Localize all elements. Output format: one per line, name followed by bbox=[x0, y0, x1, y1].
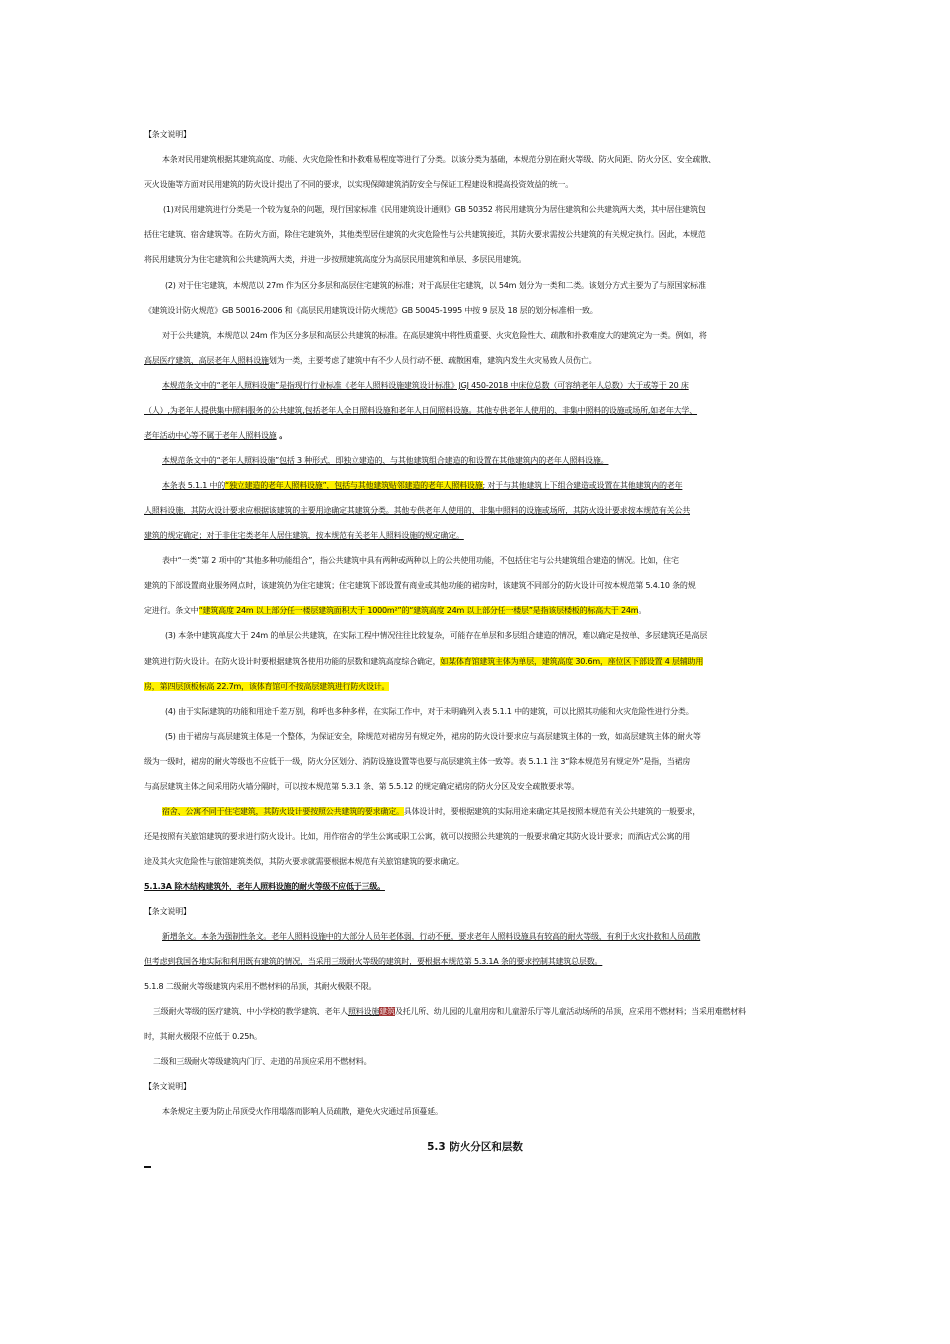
text-segment: 5.1.3A 除木结构建筑外，老年人照料设施的耐火等级不应低于三级。 bbox=[144, 882, 385, 891]
text-line bbox=[144, 405, 697, 417]
text-segment: 高层医疗建筑、 bbox=[144, 356, 199, 365]
text-segment: “建筑高度 24m 以上部分任一楼层建筑面积大于 1000m²”的“建筑高度 24m 以上部分任一楼层”是指该层楼板的标高大于 24m bbox=[198, 606, 639, 615]
clause-title bbox=[144, 881, 385, 893]
text-segment: 级为一级时，裙房的耐火等级也不应低于一级，防火分区划分、消防设施设置等也要与高层建筑主体一致等。表 5.1.1 注 3“除本规范另有规定外”是指，当裙房 bbox=[144, 757, 691, 766]
text-line bbox=[144, 129, 191, 141]
text-segment: 二级和三级耐火等级建筑内门厅、走道的吊顶应采用不燃材料。 bbox=[153, 1057, 372, 1066]
text-segment: 本条规定主要为防止吊顶受火作用塌落而影响人员疏散，避免火灾通过吊顶蔓延。 bbox=[162, 1107, 443, 1116]
text-line bbox=[162, 330, 707, 342]
text-segment: 还是按照有关旅馆建筑的要求进行防火设计。比如，用作宿舍的学生公寓或职工公寓，就可以按照公共建筑的一般要求确定其防火设计要求；而酒店式公寓的用 bbox=[144, 832, 690, 841]
text-segment: (5) 由于裙房与高层建筑主体是一个整体，为保证安全，除规范对裙房另有规定外，裙房的防火设计要求应与高层建筑主体的一致，如高层建筑主体的耐火等 bbox=[165, 732, 701, 741]
text-line bbox=[144, 305, 598, 317]
text-segment: 将民用建筑分为住宅建筑和公共建筑两大类，并进一步按照建筑高度分为高层民用建筑和单层、多层民用建筑。 bbox=[144, 255, 527, 264]
page-mark bbox=[144, 1166, 151, 1168]
text-line bbox=[144, 1081, 191, 1093]
text-line bbox=[144, 580, 696, 592]
text-line bbox=[162, 555, 679, 567]
text-line bbox=[162, 931, 700, 943]
text-segment: 表中“一类”第 2 项中的“其他多种功能组合”，指公共建筑中具有两种或两种以上的公共使用功能，不包括住宅与公共建筑组合建造的情况。比如，住宅 bbox=[162, 556, 679, 565]
text-segment: 建筑进行防火设计。在防火设计时要根据建筑各使用功能的层数和建筑高度综合确定， bbox=[144, 657, 441, 666]
text-segment: 本规范条文中的“老年人照料设施”是指现行行业标准《老年人照料设施建筑设计标准》JGJ 450-2018 中床位总数（可容纳老年人总数）大于或等于 20 床 bbox=[162, 381, 689, 390]
text-segment: 如某体育馆建筑主体为单层，建筑高度 30.6m，座位区下部设置 4 层辅助用 bbox=[440, 657, 704, 666]
text-segment: 灭火设施等方面对民用建筑的防火设计提出了不同的要求，以实现保障建筑消防安全与保证工程建设和提高投资效益的统一。 bbox=[144, 180, 573, 189]
text-line bbox=[144, 756, 690, 768]
text-segment: 本规范条文中的“老年人照料设施”包括 3 种形式，即独立建造的、与其他建筑组合建造的和设置在其他建筑内的老年人照料设施。 bbox=[162, 456, 609, 465]
text-segment: 本条对民用建筑根据其建筑高度、功能、火灾危险性和扑救难易程度等进行了分类。以该分类为基础，本规范分别在耐火等级、防火间距、防火分区、安全疏散、 bbox=[162, 155, 716, 164]
text-line bbox=[162, 154, 716, 166]
text-line bbox=[162, 380, 689, 392]
text-segment: 。 bbox=[638, 606, 647, 615]
text-line bbox=[153, 1056, 371, 1068]
text-line bbox=[165, 630, 707, 642]
text-segment: ; 对于与其他建筑上下组合建造或设置在其他建筑内的老年 bbox=[482, 481, 683, 490]
text-segment: 《建筑设计防火规范》GB 50016-2006 和《高层民用建筑设计防火规范》GB 50045-1995 中按 9 层及 18 层的划分标准相一致。 bbox=[144, 306, 598, 315]
text-segment: 新增条文。本条为强制性条文。老年人照料设施中的大部分人员年老体弱，行动不便，要求老年人照料设施具有较高的耐火等级，有利于火灾扑救和人员疏散 bbox=[162, 932, 701, 941]
text-segment: 本条表 5.1.1 中的 bbox=[162, 481, 226, 490]
text-segment: (2) 对于住宅建筑，本规范以 27m 作为区分多层和高层住宅建筑的标准；对于高层住宅建筑，以 54m 划分为一类和二类。该划分方式主要为了与原国家标准 bbox=[165, 281, 706, 290]
text-segment: 时，其耐火极限不应低于 0.25h。 bbox=[144, 1032, 262, 1041]
text-segment: 划为一类，主要考虑了建筑中有不少人员行动不便、疏散困难，建筑内发生火灾易致人员伤亡。 bbox=[268, 356, 597, 365]
text-segment: 5.1.8 二级耐火等级建筑内采用不燃材料的吊顶，其耐火极限不限。 bbox=[144, 982, 377, 991]
text-segment: 三级耐火等级的医疗建筑、中小学校的教学建筑、老年人 bbox=[153, 1007, 348, 1016]
text-line bbox=[144, 430, 287, 442]
text-segment: 途及其火灾危险性与旅馆建筑类似，其防火要求就需要根据本规范有关旅馆建筑的要求确定。 bbox=[144, 857, 464, 866]
text-line bbox=[144, 1031, 262, 1043]
text-segment: 但考虑到我国各地实际和利用既有建筑的情况，当采用三级耐火等级的建筑时，要根据本规范第 5.3.1A 条的要求控制其建筑总层数。 bbox=[144, 957, 603, 966]
text-segment: 【条文说明】 bbox=[144, 130, 191, 139]
text-line bbox=[165, 280, 706, 292]
text-segment: 及托儿所、幼儿园的儿童用房和儿童游乐厅等儿童活动场所的吊顶，应采用不燃材料；当采用难燃材料 bbox=[394, 1007, 746, 1016]
text-segment: 【条文说明】 bbox=[144, 907, 191, 916]
clause-title bbox=[144, 981, 376, 993]
text-segment: 与高层建筑主体之间采用防火墙分隔时，可以按本规范第 5.3.1 条、第 5.5.12 的规定确定裙房的防火分区及安全疏散要求等。 bbox=[144, 782, 580, 791]
text-segment: 老年活动中心等不属于老年人照料设施 bbox=[144, 431, 277, 440]
text-line bbox=[144, 681, 389, 693]
text-line bbox=[144, 605, 646, 617]
text-segment: (3) 本条中建筑高度大于 24m 的单层公共建筑，在实际工程中情况往往比较复杂，可能存在单层和多层组合建造的情况，难以确定是按单、多层建筑还是高层 bbox=[165, 631, 708, 640]
section-heading: 5.3 防火分区和层数 bbox=[427, 1141, 523, 1153]
text-segment: (4) 由于实际建筑的功能和用途千差万别，称呼也多种多样，在实际工作中，对于未明确列入表 5.1.1 中的建筑，可以比照其功能和火灾危险性进行分类。 bbox=[165, 707, 694, 716]
text-segment: 宿舍、公寓不同于住宅建筑，其防火设计要按照公共建筑的要求确定。 bbox=[162, 807, 404, 816]
text-segment: 照料设施 bbox=[348, 1007, 380, 1016]
text-line bbox=[144, 656, 703, 668]
text-segment: 括住宅建筑、宿舍建筑等。在防火方面，除住宅建筑外，其他类型居住建筑的火灾危险性与公共建筑接近，其防火要求需按公共建筑的有关规定执行。因此，本规范 bbox=[144, 230, 706, 239]
text-line bbox=[162, 806, 700, 818]
text-segment: 建筑的下部设置商业服务网点时，该建筑仍为住宅建筑；住宅建筑下部设置有商业或其他功能的裙房时，该建筑不同部分的防火设计可按本规范第 5.4.10 条的规 bbox=[144, 581, 696, 590]
text-line bbox=[162, 1106, 443, 1118]
text-line bbox=[144, 906, 191, 918]
text-line bbox=[144, 505, 690, 517]
text-segment: 高层老年人照料设施 bbox=[198, 356, 269, 365]
text-line bbox=[163, 204, 706, 216]
text-line bbox=[162, 480, 682, 492]
text-segment: 建筑 bbox=[379, 1007, 395, 1016]
text-segment: 具体设计时，要根据建筑的实际用途来确定其是按照本规范有关公共建筑的一般要求， bbox=[403, 807, 701, 816]
text-line bbox=[144, 530, 464, 542]
text-segment: （人）,为老年人提供集中照料服务的公共建筑,包括老年人全日照料设施和老年人日间照料设施。其他专供老年人使用的、非集中照料的设施或场所,如老年大学、 bbox=[144, 406, 698, 415]
text-segment: “独立建造的老年人照料设施”，包括与其他建筑贴邻建造的老年人照料设施 bbox=[225, 481, 483, 490]
text-line bbox=[144, 355, 596, 367]
text-line bbox=[165, 731, 701, 743]
text-line bbox=[153, 1006, 746, 1018]
text-line bbox=[144, 229, 706, 241]
text-segment: 【条文说明】 bbox=[144, 1082, 191, 1091]
text-segment: (1)对民用建筑进行分类是一个较为复杂的问题，现行国家标准《民用建筑设计通则》GB 50352 将民用建筑分为居住建筑和公共建筑两大类，其中居住建筑包 bbox=[163, 205, 706, 214]
text-segment: 人照料设施，其防火设计要求应根据该建筑的主要用途确定其建筑分类。其他专供老年人使用的、非集中照料的设施或场所，其防火设计要求按本规范有关公共 bbox=[144, 506, 690, 515]
text-segment: 对于公共建筑，本规范以 24m 作为区分多层和高层公共建筑的标准。在高层建筑中将性质重要、火灾危险性大、疏散和扑救难度大的建筑定为一类。例如，将 bbox=[162, 331, 707, 340]
text-line bbox=[144, 254, 526, 266]
text-segment: 房，第四层顶板标高 22.7m，该体育馆可不按高层建筑进行防火设计。 bbox=[144, 682, 390, 691]
text-line bbox=[165, 706, 694, 718]
text-segment: 定进行。条文中 bbox=[144, 606, 199, 615]
text-line bbox=[162, 455, 608, 467]
text-segment: 建筑的规定确定；对于非住宅类老年人居住建筑，按本规范有关老年人照料设施的规定确定。 bbox=[144, 531, 464, 540]
text-line bbox=[144, 856, 464, 868]
text-segment: 。 bbox=[276, 431, 287, 440]
text-line bbox=[144, 956, 602, 968]
text-line bbox=[144, 179, 573, 191]
text-line bbox=[144, 831, 690, 843]
text-line bbox=[144, 781, 579, 793]
